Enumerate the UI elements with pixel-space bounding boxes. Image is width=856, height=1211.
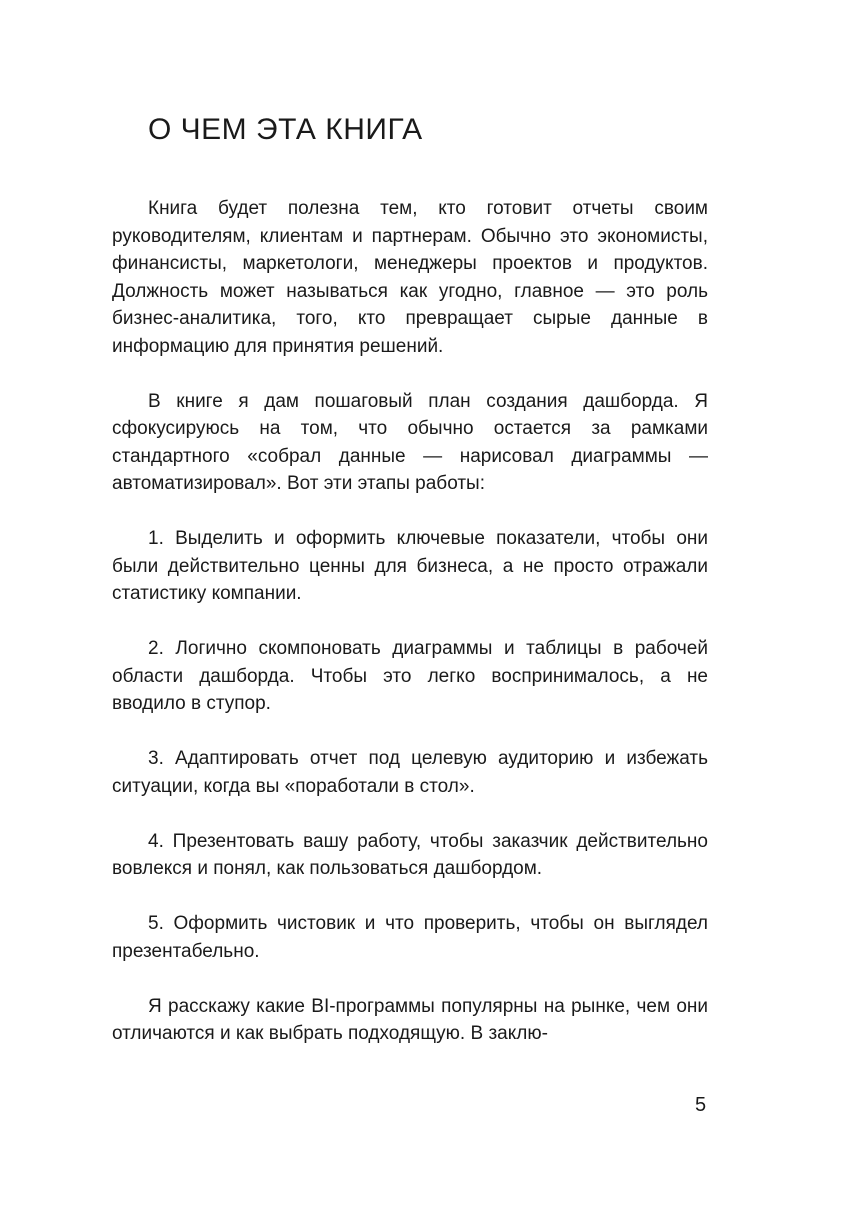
intro-paragraph: Книга будет полезна тем, кто готовит отчеты своим руководителям, клиентам и партнерам. Обычно это экономисты, финансисты, маркетологи, менеджеры проектов и продуктов. Должность может называться как угодно, главное — это роль бизнес-аналитика, того, кто превращает сырые данные в информацию для принятия решений. xyxy=(112,198,708,357)
page-title: О ЧЕМ ЭТА КНИГА xyxy=(148,113,423,146)
step-item-3: 3. Адаптировать отчет под целевую аудиторию и избежать ситуации, когда вы «поработали в стол». xyxy=(112,748,708,797)
page-body xyxy=(112,195,708,1048)
step-item-1: 1. Выделить и оформить ключевые показатели, чтобы они были действительно ценны для бизнеса, а не просто отражали статистику компании. xyxy=(112,528,708,604)
step-item-5: 5. Оформить чистовик и что проверить, чтобы он выглядел презентабельно. xyxy=(112,913,708,962)
closing-paragraph: Я расскажу какие BI-программы популярны на рынке, чем они отличаются и как выбрать подходящую. В заклю- xyxy=(112,995,708,1044)
step-item-2: 2. Логично скомпоновать диаграммы и таблицы в рабочей области дашборда. Чтобы это легко воспринималось, а не вводило в ступор. xyxy=(112,638,708,714)
page-number: 5 xyxy=(695,1094,707,1116)
plan-paragraph: В книге я дам пошаговый план создания дашборда. Я сфокусируюсь на том, что обычно остается за рамками стандартного «собрал данные — нарисовал диаграммы — автоматизировал». Вот эти этапы работы: xyxy=(112,390,708,494)
step-item-4: 4. Презентовать вашу работу, чтобы заказчик действительно вовлекся и понял, как пользоваться дашбордом. xyxy=(112,830,708,879)
